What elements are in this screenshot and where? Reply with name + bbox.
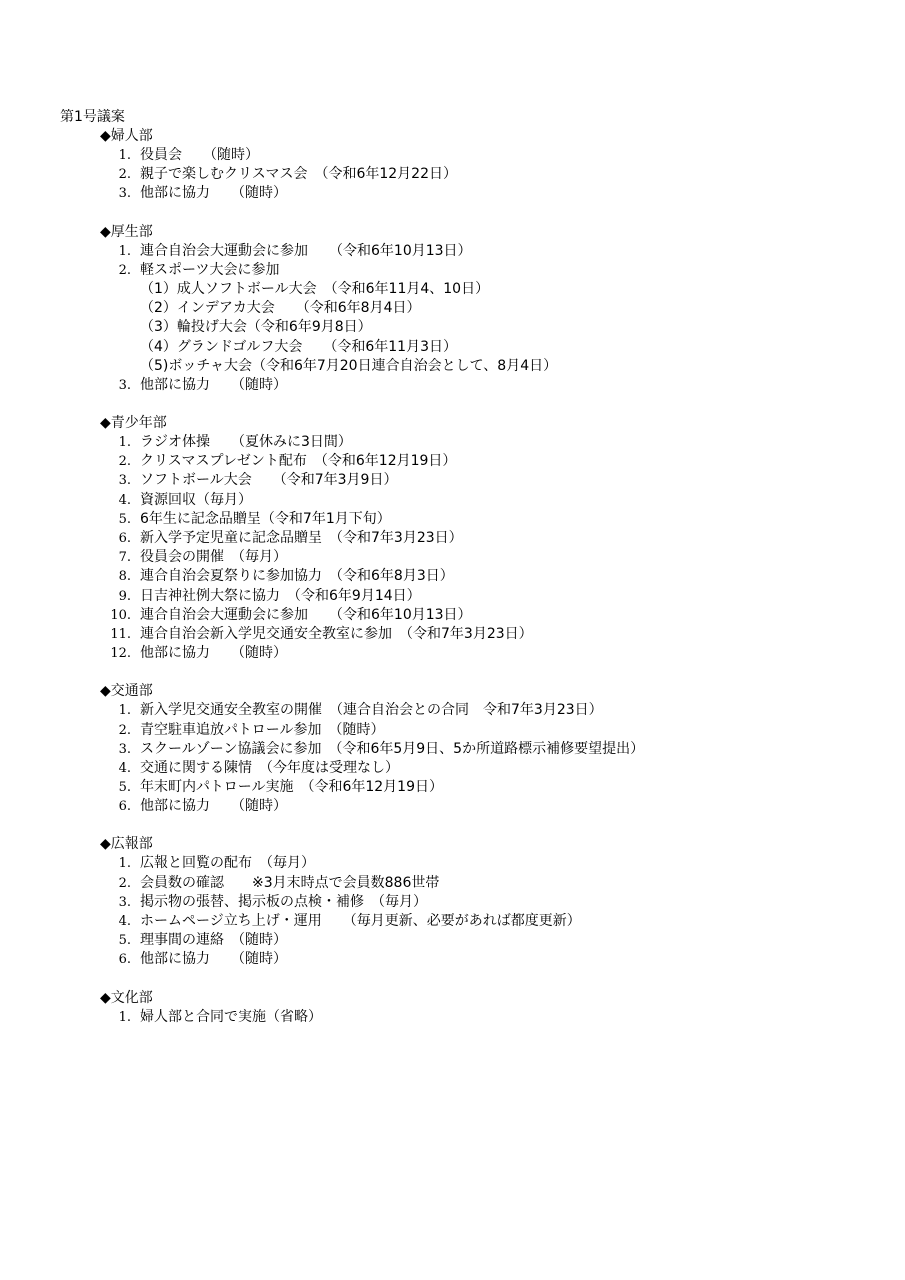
list-item [100,165,890,184]
list-item-text: クリスマスプレゼント配布 （令和6年12月19日） [140,453,457,470]
list-item [100,644,890,663]
list-item-number: 2. [118,262,131,278]
sub-list-item [100,357,890,376]
list-item-number: 12. [110,646,131,662]
sub-list-item-text: （3）輪投げ大会（令和6年9月8日） [140,319,372,336]
list-item-number: 5. [118,780,131,796]
list-item [100,1008,890,1027]
list-item [100,797,890,816]
list-item-number: 4. [118,760,131,776]
sub-list-item [100,299,890,318]
list-item [100,376,890,395]
section-heading: ◆広報部 [100,836,153,853]
list-item-text: 6年生に記念品贈呈（令和7年1月下旬） [140,510,391,527]
list-item-number: 1. [118,148,131,163]
list-item [100,606,890,625]
list-item-number: 8. [118,569,131,585]
list-item-text: 他部に協力 （随時） [140,185,287,202]
list-item-text: 婦人部と合同で実施（省略） [140,1008,322,1025]
list-item-text: 連合自治会夏祭りに参加協力 （令和6年8月3日） [140,568,454,585]
list-item-text: 広報と回覧の配布 （毎月） [140,855,315,872]
list-item-text: 交通に関する陳情 （今年度は受理なし） [140,759,399,776]
list-item-text: 資源回収（毎月） [140,491,252,508]
list-item [100,452,890,471]
list-item [100,893,890,912]
list-item-text: 年末町内パトロール実施 （令和6年12月19日） [140,779,443,796]
list-item-text: 親子で楽しむクリスマス会 （令和6年12月22日） [140,166,457,183]
list-item-text: 他部に協力 （随時） [140,798,287,815]
section-heading: ◆交通部 [100,683,153,700]
list-item-number: 4. [118,914,131,929]
sub-list-item-text: （2）インデアカ大会 （令和6年8月4日） [140,300,421,317]
list-item-number: 6. [118,952,131,968]
list-item-text: 連合自治会大運動会に参加 （令和6年10月13日） [140,606,472,623]
list-item [100,567,890,586]
sections-container [100,127,890,1046]
list-item [100,184,890,203]
list-item-text: ホームページ立ち上げ・運用 （毎月更新、必要があれば都度更新） [140,913,581,929]
list-item-text: 掲示物の張替、掲示板の点検・補修 （毎月） [140,893,427,910]
section-heading: ◆厚生部 [100,223,153,240]
list-item [100,931,890,950]
list-item-number: 3. [118,473,131,489]
list-item-text: 他部に協力 （随時） [140,376,287,393]
list-item-number: 7. [118,550,131,566]
list-item-number: 2. [118,722,131,738]
list-item [100,740,890,759]
list-item-number: 9. [118,588,131,604]
list-item-number: 1. [118,856,131,872]
list-item-number: 5. [118,933,131,949]
list-item-number: 6. [118,531,131,546]
sub-list-item [100,338,890,357]
list-item-text: 新入学予定児童に記念品贈呈 （令和7年3月23日） [140,530,463,546]
section [100,414,890,663]
list-item-text: 軽スポーツ大会に参加 [140,261,280,278]
list-item [100,261,890,280]
list-item-text: 役員会の開催 （毎月） [140,549,287,566]
list-item-text: 連合自治会新入学児交通安全教室に参加 （令和7年3月23日） [140,625,533,642]
list-item [100,778,890,797]
document-title: 第1号議案 [60,109,125,125]
list-item [100,759,890,778]
list-item [100,491,890,510]
list-item-text: 連合自治会大運動会に参加 （令和6年10月13日） [140,242,472,259]
list-item-text: 役員会 （随時） [140,147,259,163]
list-item [100,242,890,261]
list-item [100,471,890,490]
section [100,989,890,1027]
list-item-text: 他部に協力 （随時） [140,645,287,662]
list-item-number: 2. [118,167,131,183]
list-item-text: 日吉神社例大祭に協力 （令和6年9月14日） [140,587,421,604]
list-item [100,721,890,740]
list-item-number: 2. [118,454,131,470]
sub-list-item-text: （1）成人ソフトボール大会 （令和6年11月4、10日） [140,280,490,297]
list-item-number: 1. [118,435,131,451]
list-item-number: 3. [118,894,131,910]
sub-list-item [100,318,890,337]
list-item [100,950,890,969]
list-item [100,529,890,548]
list-item-number: 3. [118,377,131,393]
list-item-number: 1. [118,243,131,259]
list-item-number: 2. [118,875,131,891]
list-item-text: 理事間の連絡 （随時） [140,932,287,949]
list-item [100,548,890,567]
sub-list-item-text: （4）グランドゴルフ大会 （令和6年11月3日） [140,338,457,355]
section-heading: ◆婦人部 [100,128,153,144]
section-heading: ◆青少年部 [100,415,167,432]
list-item-text: ラジオ体操 （夏休みに3日間） [140,434,352,451]
list-item-text: スクールゾーン協議会に参加 （令和6年5月9日、5か所道路標示補修要望提出） [140,740,645,757]
section [100,223,890,396]
sub-list-item [100,280,890,299]
section [100,682,890,816]
list-item-text: ソフトボール大会 （令和7年3月9日） [140,472,398,489]
list-item-number: 1. [118,1009,131,1025]
list-item [100,433,890,452]
section [100,127,890,204]
list-item-number: 3. [118,741,131,757]
list-item [100,146,890,165]
list-item [100,701,890,720]
list-item-number: 1. [118,703,131,719]
section [100,835,890,969]
list-item-number: 5. [118,511,131,527]
list-item [100,874,890,893]
list-item-text: 青空駐車追放パトロール参加 （随時） [140,721,385,738]
sub-list-item-text: （5)ボッチャ大会（令和6年7月20日連合自治会として、8月4日） [140,357,558,374]
section-heading: ◆文化部 [100,989,153,1006]
list-item [100,625,890,644]
list-item-number: 3. [118,186,131,202]
list-item-text: 他部に協力 （随時） [140,951,287,968]
list-item-text: 会員数の確認 ※3月末時点で会員数886世帯 [140,874,440,891]
list-item-number: 11. [110,626,131,642]
list-item-text: 新入学児交通安全教室の開催 （連合自治会との合同 令和7年3月23日） [140,702,603,719]
list-item-number: 4. [118,492,131,508]
list-item-number: 10. [110,607,131,623]
list-item-number: 6. [118,799,131,815]
list-item [100,587,890,606]
list-item [100,510,890,529]
list-item [100,854,890,873]
list-item [100,912,890,931]
